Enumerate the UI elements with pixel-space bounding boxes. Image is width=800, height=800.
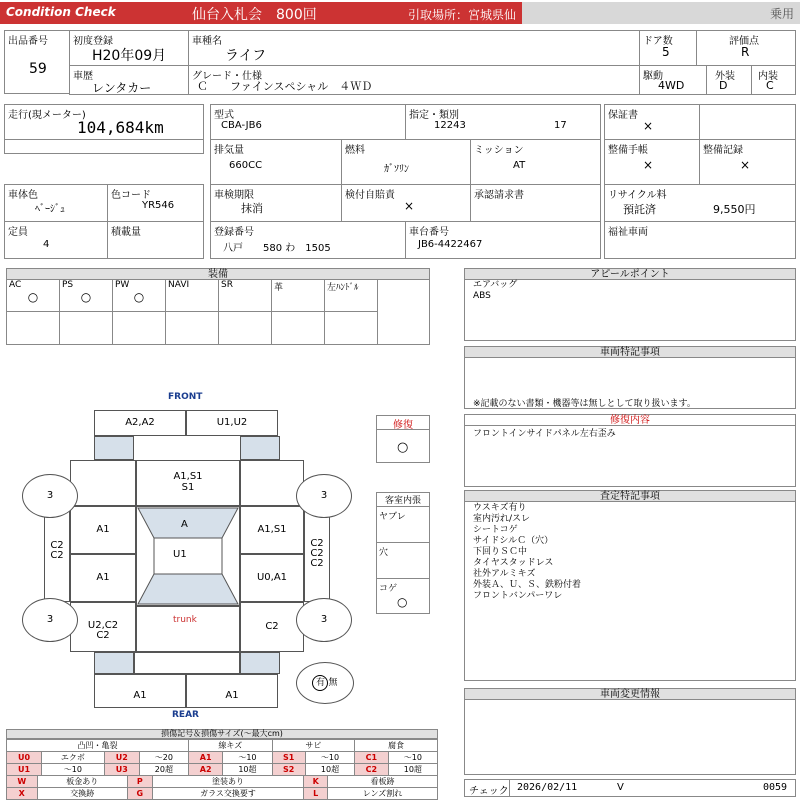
front-right-light — [240, 436, 280, 460]
doors-label: ドア数 — [643, 36, 673, 47]
welfare-box — [604, 221, 796, 259]
service-book-value: × — [643, 158, 654, 172]
reg-no-value: 八戸 580 わ 1505 — [223, 243, 331, 254]
exterior-label: 外装 — [715, 71, 735, 82]
history-label: 車歴 — [73, 71, 93, 82]
color-code-label: 色コード — [111, 190, 151, 201]
grade-label: グレード・仕様 — [192, 71, 262, 82]
legend-cell: W — [7, 776, 38, 788]
right-fender-cell: C2 C2 C2 — [304, 506, 330, 602]
legend-cell: C2 — [355, 764, 389, 776]
legend-cell: 板金あり — [37, 776, 127, 788]
body-color-value: ﾍﾞｰｼﾞｭ — [35, 204, 65, 215]
equipment-label: PS — [60, 280, 112, 312]
repair-content-panel — [464, 425, 796, 487]
capacity-value: 4 — [43, 239, 50, 250]
front-label: FRONT — [168, 392, 203, 402]
warranty-extra-box — [699, 104, 796, 140]
legend-cell: U2 — [104, 752, 139, 764]
grade-value: Ｃ ファインスペシャル ４ＷＤ — [197, 80, 373, 93]
interior-cond-value: ○ — [397, 595, 408, 609]
doors-box — [639, 30, 697, 66]
mileage-label: 走行(現メーター) — [8, 110, 86, 121]
spare-yes: 有 — [312, 675, 328, 691]
assessment-panel — [464, 501, 796, 681]
exterior-value: D — [719, 79, 728, 92]
displacement-box — [210, 139, 342, 185]
legend-damage-table — [6, 739, 438, 776]
equipment-label: NAVI — [166, 280, 218, 312]
assessment-line: 室内汚れ/スレ — [473, 514, 531, 524]
equipment-value: ○ — [80, 290, 92, 304]
legend-cell: ガラス交換要す — [152, 788, 304, 800]
recycle-box — [604, 184, 796, 222]
first-reg-box — [69, 30, 189, 66]
trunk-label: trunk — [173, 615, 197, 625]
mileage-value: 104,684km — [77, 118, 164, 137]
front-left-cell: A2,A2 — [94, 410, 186, 436]
left-front-door-cell: A1 — [70, 506, 136, 554]
warranty-box — [604, 104, 700, 140]
car-name-box — [188, 30, 640, 66]
service-book-label: 整備手帳 — [608, 145, 648, 156]
drive-box — [639, 65, 707, 95]
special-note: ※記載のない書類・機器等は無しとして取り扱います。 — [473, 399, 696, 409]
legend-cell: エクボ — [42, 752, 105, 764]
legend-cell: A1 — [189, 752, 223, 764]
pickup-location: 引取場所：宮城県仙台市宮城野区港 — [408, 8, 517, 39]
right-fender-top — [240, 460, 304, 506]
interior-value: C — [766, 79, 774, 92]
approval-label: 承認請求書 — [474, 190, 524, 201]
category-label: 乗用 — [769, 7, 794, 21]
equipment-table — [6, 279, 430, 345]
transmission-value: AT — [513, 160, 526, 171]
reg-no-box — [210, 221, 406, 259]
classification-value: 17 — [554, 120, 567, 131]
right-rear-quarter-cell: C2 — [240, 602, 304, 652]
inspection-label: 車検期限 — [214, 190, 254, 201]
assessment-line: ウスキズ有り — [473, 503, 527, 513]
hood-cell: A1,S1 S1 — [136, 460, 240, 506]
left-fender-top — [70, 460, 136, 506]
assessment-line: 下回りＳＣ中 — [473, 547, 528, 557]
recycle-fee: 9,550円 — [713, 203, 756, 216]
appeal-panel — [464, 279, 796, 341]
appeal-line: エアバッグ — [473, 280, 518, 290]
rear-right-bumper-cell: A1 — [186, 674, 278, 708]
equipment-label: SR — [219, 280, 271, 312]
right-front-door-cell: A1,S1 — [240, 506, 304, 554]
equipment-label: 革 — [272, 280, 324, 312]
legend-cell: U0 — [7, 752, 42, 764]
assessment-line: サイドシルＣ（穴） — [473, 536, 554, 546]
legend-cell: 〜10 — [42, 764, 105, 776]
chassis-box — [405, 221, 601, 259]
approval-box — [470, 184, 601, 222]
assessment-title: 査定特記事項 — [464, 490, 796, 502]
assessment-line: 外装Ａ、Ｕ、Ｓ、鉄粉付着 — [473, 580, 582, 590]
check-label: チェック — [469, 786, 509, 797]
legend-cell: 〜20 — [139, 752, 188, 764]
car-name-value: ライフ — [225, 48, 267, 64]
assessment-line: タイヤスタッドレス — [473, 558, 554, 568]
legend-cell: C1 — [355, 752, 389, 764]
cabin-windows — [136, 506, 240, 606]
change-info-panel — [464, 699, 796, 775]
score-box — [696, 30, 796, 66]
wheel-front-left: 3 — [22, 474, 78, 518]
color-code-value: YR546 — [142, 200, 175, 211]
interior-box — [751, 65, 796, 95]
legend-cell: S1 — [272, 752, 305, 764]
equipment-value: ○ — [27, 290, 39, 304]
equipment-item — [59, 279, 113, 345]
spare-tire — [296, 662, 354, 704]
legend-cell: レンズ割れ — [328, 788, 438, 800]
service-record-value: × — [740, 158, 751, 172]
rear-left-bumper-cell: A1 — [94, 674, 186, 708]
fuel-value: ｶﾞｿﾘﾝ — [384, 164, 409, 175]
right-rear-door-cell: U0,A1 — [240, 554, 304, 602]
designation-label: 指定・類別 — [409, 110, 459, 121]
recycle-label: リサイクル料 — [608, 190, 667, 201]
spare-none: 無 — [328, 678, 338, 688]
chassis-label: 車台番号 — [409, 227, 449, 238]
rear-right-light — [240, 652, 280, 674]
legend-title: 損傷記号＆損傷サイズ(〜最大cm) — [6, 729, 438, 739]
designation-box — [405, 104, 601, 140]
auction-name: 仙台入札会 800回 — [192, 7, 317, 23]
left-rear-door-cell: A1 — [70, 554, 136, 602]
left-fender-cell: C2 C2 — [44, 506, 70, 602]
interior-cond-box — [376, 492, 430, 614]
repair-content-text: フロントインサイドパネル左右歪み — [473, 429, 616, 439]
trunk-cell — [136, 606, 240, 652]
equipment-label: PW — [113, 280, 165, 312]
legend-cell: 10超 — [388, 764, 437, 776]
legend-cell: 〜10 — [223, 752, 272, 764]
load-label: 積載量 — [111, 227, 141, 238]
legend-cell: S2 — [272, 764, 305, 776]
reg-no-label: 登録番号 — [214, 227, 254, 238]
appeal-line: ABS — [473, 291, 491, 301]
repair-box — [376, 415, 430, 463]
body-color-label: 車体色 — [8, 190, 38, 201]
legend-cell: L — [304, 788, 328, 800]
condition-check-title: Condition Check — [6, 5, 116, 19]
legend-head: 凸凹・亀裂 — [7, 740, 189, 752]
color-code-box — [107, 184, 204, 222]
displacement-label: 排気量 — [214, 145, 244, 156]
legend-cell: A2 — [189, 764, 223, 776]
change-info-title: 車両変更情報 — [464, 688, 796, 700]
appeal-title: アピールポイント — [464, 268, 796, 280]
interior-cond-label: コゲ — [379, 584, 398, 594]
chassis-value: JB6-4422467 — [418, 239, 483, 250]
equipment-empty — [377, 279, 430, 345]
service-book-box — [604, 139, 700, 185]
exterior-box — [706, 65, 752, 95]
model-box — [210, 104, 406, 140]
legend-cell: 20超 — [139, 764, 188, 776]
special-panel — [464, 357, 796, 409]
displacement-value: 660CC — [229, 160, 263, 171]
interior-cond-item — [377, 543, 429, 579]
model-value: CBA-JB6 — [221, 120, 262, 131]
front-left-light — [94, 436, 134, 460]
equipment-item — [324, 279, 378, 345]
legend-head: 線キズ — [189, 740, 273, 752]
equipment-item — [112, 279, 166, 345]
score-value: R — [741, 45, 750, 59]
drive-label: 駆動 — [643, 71, 663, 82]
equipment-item — [165, 279, 219, 345]
cabin-cell — [136, 506, 240, 606]
self-paid-label: 検付自賠責 — [345, 190, 395, 201]
category-bar — [522, 2, 800, 24]
legend-cell: 〜10 — [388, 752, 437, 764]
legend-cell: X — [7, 788, 38, 800]
interior-cond-item — [377, 579, 429, 615]
self-paid-box — [341, 184, 471, 222]
fuel-box — [341, 139, 471, 185]
legend-cell: 10超 — [223, 764, 272, 776]
check-footer — [464, 779, 796, 797]
fuel-label: 燃料 — [345, 145, 365, 156]
assessment-line: 社外アルミキズ — [473, 569, 536, 579]
legend-cell: P — [127, 776, 152, 788]
interior-cond-title: 客室内張 — [377, 493, 429, 507]
capacity-label: 定員 — [8, 227, 28, 238]
check-number: 0059 — [763, 782, 788, 793]
assessment-line: フロントバンパーワレ — [473, 591, 563, 601]
wheel-front-right: 3 — [296, 474, 352, 518]
equipment-label: AC — [7, 280, 59, 312]
equipment-title: 装備 — [6, 268, 430, 280]
assessment-line: シートコゲ — [473, 525, 518, 535]
lot-box — [4, 30, 70, 94]
equipment-item — [271, 279, 325, 345]
model-label: 型式 — [214, 110, 234, 121]
mileage-box — [4, 104, 204, 154]
self-paid-value: × — [404, 199, 415, 213]
legend-head: 腐食 — [355, 740, 438, 752]
rear-gate-cell — [134, 652, 240, 674]
legend-cell: 10超 — [305, 764, 354, 776]
lot-number: 59 — [29, 61, 47, 77]
equipment-label: 左ﾊﾝﾄﾞﾙ — [325, 280, 377, 312]
legend-cell: 看板跡 — [328, 776, 438, 788]
check-mark: V — [617, 782, 624, 793]
rear-left-light — [94, 652, 134, 674]
recycle-status: 預託済 — [623, 203, 656, 216]
inspection-value: 抹消 — [241, 202, 263, 215]
drive-value: 4WD — [658, 79, 685, 92]
windshield-label: A — [181, 519, 188, 530]
special-title: 車両特記事項 — [464, 346, 796, 358]
first-reg-value: H20年09月 — [92, 48, 167, 64]
repair-value: ○ — [397, 440, 409, 455]
inspection-box — [210, 184, 342, 222]
warranty-value: × — [643, 119, 654, 133]
header-bar — [0, 2, 522, 39]
repair-label: 修復 — [377, 416, 429, 430]
history-box — [69, 65, 189, 95]
first-reg-label: 初度登録 — [73, 36, 113, 47]
transmission-box — [470, 139, 601, 185]
grade-box — [188, 65, 640, 95]
transmission-label: ミッション — [474, 145, 524, 156]
legend-head: サビ — [272, 740, 355, 752]
body-color-box — [4, 184, 108, 222]
history-value: レンタカー — [92, 81, 152, 95]
interior-label: 内装 — [758, 71, 778, 82]
left-rear-quarter-cell: U2,C2 C2 — [70, 602, 136, 652]
rear-label: REAR — [172, 710, 199, 720]
designation-value: 12243 — [434, 120, 466, 131]
lot-label: 出品番号 — [8, 36, 48, 47]
doors-value: 5 — [662, 45, 670, 59]
repair-content-title: 修復内容 — [464, 414, 796, 426]
interior-cond-item — [377, 507, 429, 543]
legend-cell: 交換跡 — [37, 788, 127, 800]
capacity-box — [4, 221, 108, 259]
car-name-label: 車種名 — [192, 36, 222, 47]
load-box — [107, 221, 204, 259]
legend-cell: 〜10 — [305, 752, 354, 764]
roof-label: U1 — [173, 549, 187, 560]
score-label: 評価点 — [729, 36, 759, 47]
legend-cell: U3 — [104, 764, 139, 776]
legend-cell: U1 — [7, 764, 42, 776]
service-record-box — [699, 139, 796, 185]
welfare-label: 福祉車両 — [608, 227, 648, 238]
wheel-rear-left: 3 — [22, 598, 78, 642]
front-right-cell: U1,U2 — [186, 410, 278, 436]
legend-mark-table — [6, 775, 438, 800]
legend-cell: G — [127, 788, 152, 800]
interior-cond-label: 穴 — [379, 548, 389, 558]
interior-cond-label: ヤブレ — [379, 512, 406, 522]
service-record-label: 整備記録 — [703, 145, 743, 156]
wheel-rear-right: 3 — [296, 598, 352, 642]
check-date: 2026/02/11 — [517, 782, 578, 793]
equipment-value: ○ — [133, 290, 145, 304]
legend-cell: 塗装あり — [152, 776, 304, 788]
legend-cell: K — [304, 776, 328, 788]
warranty-label: 保証書 — [608, 110, 638, 121]
equipment-item — [6, 279, 60, 345]
equipment-item — [218, 279, 272, 345]
